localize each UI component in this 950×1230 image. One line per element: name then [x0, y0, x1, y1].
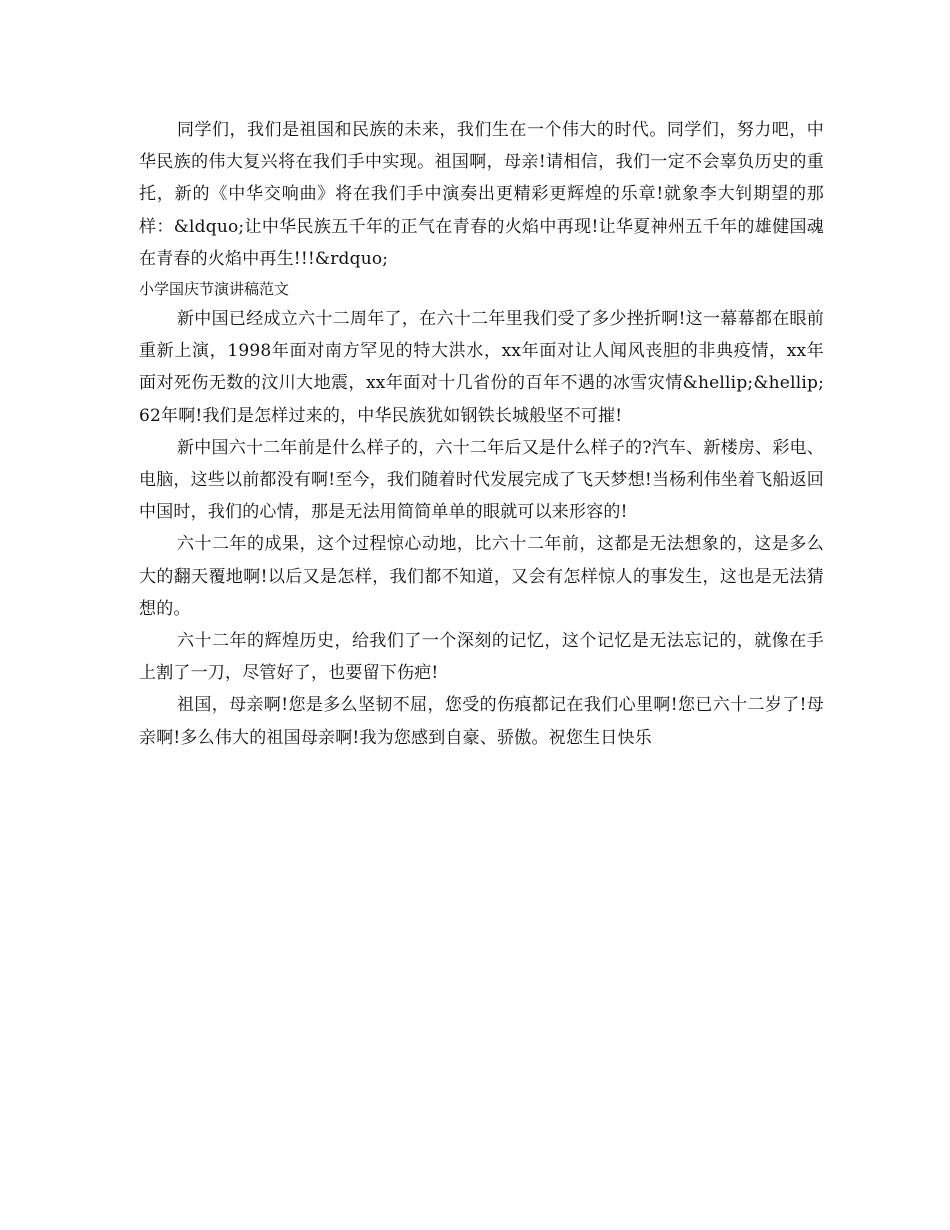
body-paragraph-1: 新中国已经成立六十二周年了，在六十二年里我们受了多少挫折啊!这一幕幕都在眼前重新上演，1998年面对南方罕见的特大洪水，xx年面对让人闻风丧胆的非典疫情，xx年面对死伤无数的汶川大地震，xx年面对十几省份的百年不遇的冰雪灾情&hellip;&hellip;62年啊!我们是怎样过来的，中华民族犹如钢铁长城般坚不可摧! [139, 309, 824, 426]
body-paragraph-2: 新中国六十二年前是什么样子的，六十二年后又是什么样子的?汽车、新楼房、彩电、电脑，这些以前都没有啊!至今，我们随着时代发展完成了飞天梦想!当杨利伟坐着飞船返回中国时，我们的心情，那是无法用简简单单的眼就可以来形容的! [139, 437, 824, 523]
section-title: 小学国庆节演讲稿范文 [139, 280, 290, 299]
body-paragraph-4: 六十二年的辉煌历史，给我们了一个深刻的记忆，这个记忆是无法忘记的，就像在手上割了一刀，尽管好了，也要留下伤疤! [139, 631, 824, 684]
document-body [139, 114, 824, 754]
body-paragraph-5: 祖国，母亲啊!您是多么坚韧不屈，您受的伤痕都记在我们心里啊!您已六十二岁了!母亲啊!多么伟大的祖国母亲啊!我为您感到自豪、骄傲。祝您生日快乐 [139, 695, 824, 748]
body-paragraph-3: 六十二年的成果，这个过程惊心动地，比六十二年前，这都是无法想象的，这是多么大的翻天覆地啊!以后又是怎样，我们都不知道，又会有怎样惊人的事发生，这也是无法猜想的。 [139, 534, 824, 619]
intro-paragraph: 同学们，我们是祖国和民族的未来，我们生在一个伟大的时代。同学们，努力吧，中华民族的伟大复兴将在我们手中实现。祖国啊，母亲!请相信，我们一定不会辜负历史的重托，新的《中华交响曲》将在我们手中演奏出更精彩更辉煌的乐章!就象李大钊期望的那样：&ldquo;让中华民族五千年的正气在青春的火焰中再现!让华夏神州五千年的雄健国魂在青春的火焰中再生!!!&rdquo; [139, 120, 824, 269]
